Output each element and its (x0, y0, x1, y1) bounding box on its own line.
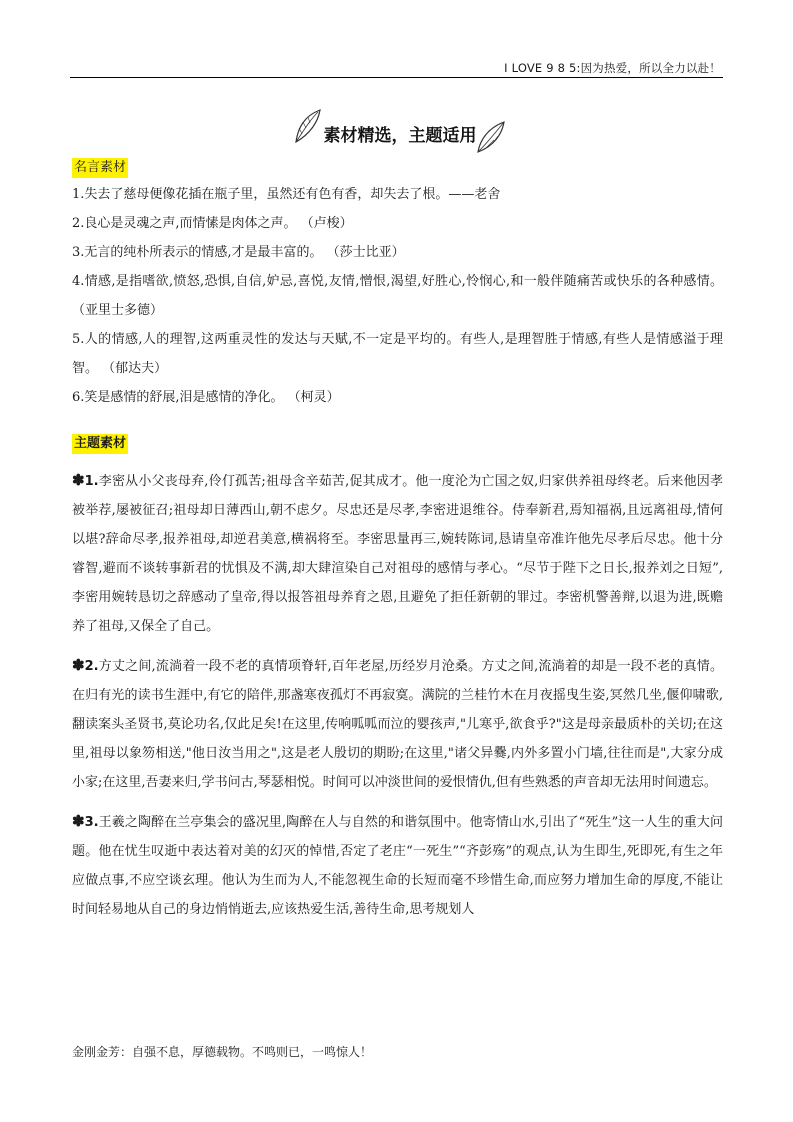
snowflake-bullet-icon: ✽ (72, 656, 85, 674)
quote-item: 6.笑是感情的舒展,泪是感情的净化。 （柯灵） (72, 390, 340, 405)
themes-section (72, 434, 723, 924)
quote-item: 4.情感,是指嗜欲,愤怒,恐惧,自信,妒忌,喜悦,友情,憎恨,渴望,好胜心,怜悯心,和一般伴随痛苦或快乐的各种感情。 （亚里士多德） (72, 274, 723, 318)
themes-section-label: 主题素材 (72, 434, 128, 454)
header-tagline: I LOVE 9 8 5:因为热爱，所以全力以赴！ (504, 61, 721, 75)
snowflake-bullet-icon: ✽ (72, 471, 85, 489)
leaf-ornament-right-icon (474, 118, 510, 156)
theme-paragraph (72, 807, 723, 924)
quotes-section (72, 158, 723, 412)
theme-text: 李密从小父丧母弃,伶仃孤苦;祖母含辛茹苦,促其成才。他一度沦为亡国之奴,归家供养祖母终老。后来他因孝被举荐,屡被征召;祖母却日薄西山,朝不虑夕。尽忠还是尽孝,李密进退维谷。侍奉新君,焉知福祸,且远离祖母,情何以堪?辞命尽孝,报养祖母,却逆君美意,横祸将至。李密思量再三,婉转陈词,恳请皇帝准许他先尽孝后尽忠。他十分睿智,避而不谈转事新君的忧惧及不满,却大肆渲染自己对祖母的感情与孝心。“尽节于陛下之日长,报养刘之日短”,李密用婉转恳切之辞感动了皇帝,得以报答祖母养育之恩,且避免了拒任新朝的罪过。李密机警善辩,以退为进,既赡养了祖母,又保全了自己。 (72, 474, 723, 634)
theme-text: 王羲之陶醉在兰亭集会的盛况里,陶醉在人与自然的和谐氛围中。他寄情山水,引出了“死生”这一人生的重大问题。他在忧生叹逝中表达着对美的幻灭的悼惜,否定了老庄“一死生”“齐彭殇”的观点,认为生即生,死即死,有生之年应做点事,不应空谈玄理。他认为生而为人,不能忽视生命的长短而毫不珍惜生命,而应努力增加生命的厚度,不能让时间轻易地从自己的身边悄悄逝去,应该热爱生活,善待生命,思考规划人 (72, 815, 723, 917)
header-divider (70, 77, 723, 78)
theme-paragraph (72, 466, 723, 641)
theme-number: 1. (84, 474, 99, 489)
quote-item: 1.失去了慈母便像花插在瓶子里，虽然还有色有香，却失去了根。——老舍 (72, 187, 501, 202)
theme-text: 方丈之间,流淌着一段不老的真情项脊轩,百年老屋,历经岁月沧桑。方丈之间,流淌着的却是一段不老的真情。在归有光的读书生涯中,有它的陪伴,那盏寒夜孤灯不再寂寞。满院的兰桂竹木在月夜摇曳生姿,冥然几坐,偃仰啸歌,翻读案头圣贤书,莫论功名,仅此足矣!在这里,传响呱呱而泣的婴孩声,"儿寒乎,欲食乎?"这是母亲最质朴的关切;在这里,祖母以象笏相送,"他日汝当用之",这是老人殷切的期盼;在这里,"诸父异爨,内外多置小门墙,往往而是",大家分成小家;在这里,吾妻来归,学书问古,琴瑟相悦。时间可以冲淡世间的爱恨情仇,但有些熟悉的声音却无法用时间遗忘。 (72, 659, 723, 790)
quote-item: 5.人的情感,人的理智,这两重灵性的发达与天赋,不一定是平均的。有些人,是理智胜于情感,有些人是情感溢于理智。 （郁达夫） (72, 332, 723, 376)
theme-number: 3. (84, 815, 99, 830)
quotes-section-label: 名言素材 (72, 158, 128, 178)
quote-item: 3.无言的纯朴所表示的情感,才是最丰富的。 （莎士比亚） (72, 245, 405, 260)
footer-motto: 金刚金芳：自强不息，厚德载物。不鸣则已，一鸣惊人！ (72, 1045, 373, 1059)
title-banner (290, 104, 510, 156)
page-title: 素材精选，主题适用 (323, 126, 477, 146)
theme-number: 2. (84, 659, 99, 674)
document-body (72, 158, 723, 924)
snowflake-bullet-icon: ✽ (72, 812, 85, 830)
quote-item: 2.良心是灵魂之声,而情愫是肉体之声。 （卢梭） (72, 216, 353, 231)
quotes-list (72, 180, 723, 412)
theme-paragraph (72, 651, 723, 797)
